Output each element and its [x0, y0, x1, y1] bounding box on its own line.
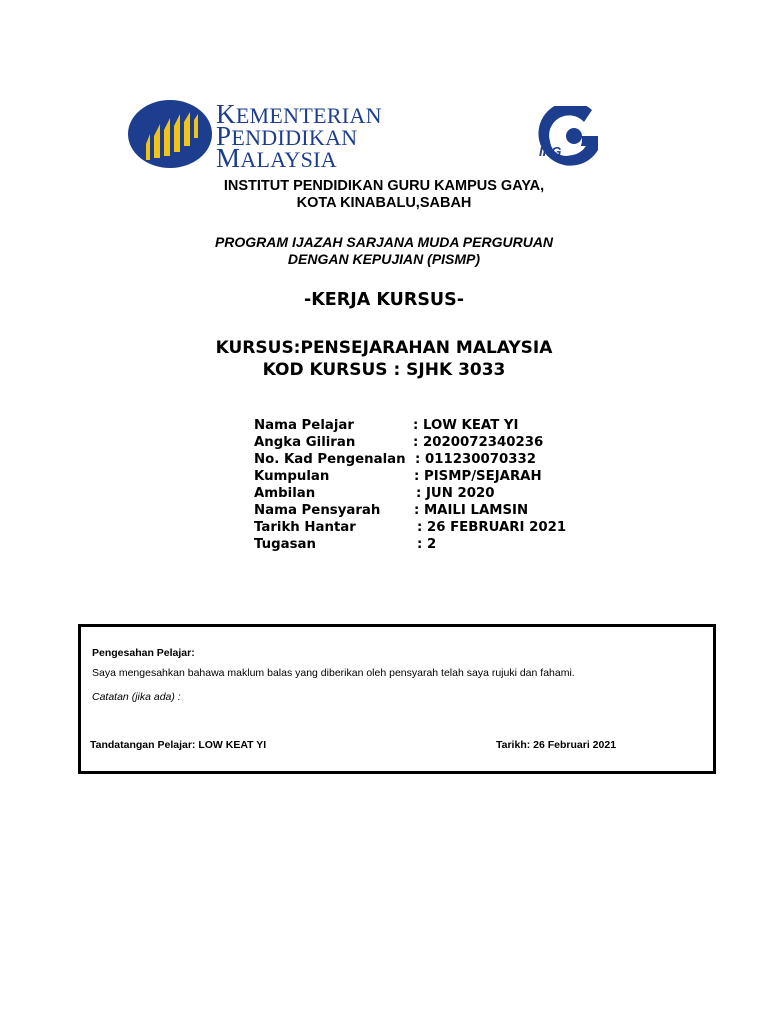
detail-label: Ambilan: [254, 486, 316, 501]
verification-statement: Saya mengesahkan bahawa maklum balas yang diberikan oleh pensyarah telah saya rujuki dan fahami.: [92, 667, 575, 679]
program-title: PROGRAM IJAZAH SARJANA MUDA PERGURUAN DENGAN KEPUJIAN (PISMP): [214, 234, 554, 267]
detail-value: : 2: [417, 537, 437, 552]
institution-name: INSTITUT PENDIDIKAN GURU KAMPUS GAYA, KOTA KINABALU,SABAH: [223, 178, 545, 211]
verification-title: Pengesahan Pelajar:: [92, 647, 195, 659]
detail-value: : JUN 2020: [416, 486, 495, 501]
detail-value: : 2020072340236: [413, 435, 544, 450]
student-signature: Tandatangan Pelajar: LOW KEAT YI: [90, 739, 267, 751]
course-code: KOD KURSUS : SJHK 3033: [262, 360, 506, 380]
detail-label: Nama Pelajar: [254, 418, 354, 433]
detail-label: No. Kad Pengenalan: [254, 452, 406, 467]
verification-notes: Catatan (jika ada) :: [92, 691, 181, 703]
detail-value: : 26 FEBRUARI 2021: [417, 520, 567, 535]
detail-label: Kumpulan: [254, 469, 330, 484]
detail-value: : MAILI LAMSIN: [414, 503, 529, 518]
svg-text:IPG: IPG: [539, 144, 562, 159]
kpm-emblem-icon: [128, 100, 212, 168]
detail-label: Nama Pensyarah: [254, 503, 381, 518]
detail-label: Tarikh Hantar: [254, 520, 356, 535]
detail-value: : PISMP/SEJARAH: [414, 469, 542, 484]
detail-label: Tugasan: [254, 537, 316, 552]
detail-label: Angka Giliran: [254, 435, 356, 450]
document-heading: -KERJA KURSUS-: [303, 290, 465, 310]
ipg-logo-icon: [536, 106, 600, 174]
verification-box: [78, 624, 716, 774]
course-name: KURSUS:PENSEJARAHAN MALAYSIA: [215, 338, 553, 358]
signature-date: Tarikh: 26 Februari 2021: [496, 739, 617, 751]
detail-value: : 011230070332: [415, 452, 536, 467]
detail-value: : LOW KEAT YI: [413, 418, 519, 433]
kpm-wordmark: KEMENTERIAN PENDIDIKAN MALAYSIA: [216, 99, 382, 173]
